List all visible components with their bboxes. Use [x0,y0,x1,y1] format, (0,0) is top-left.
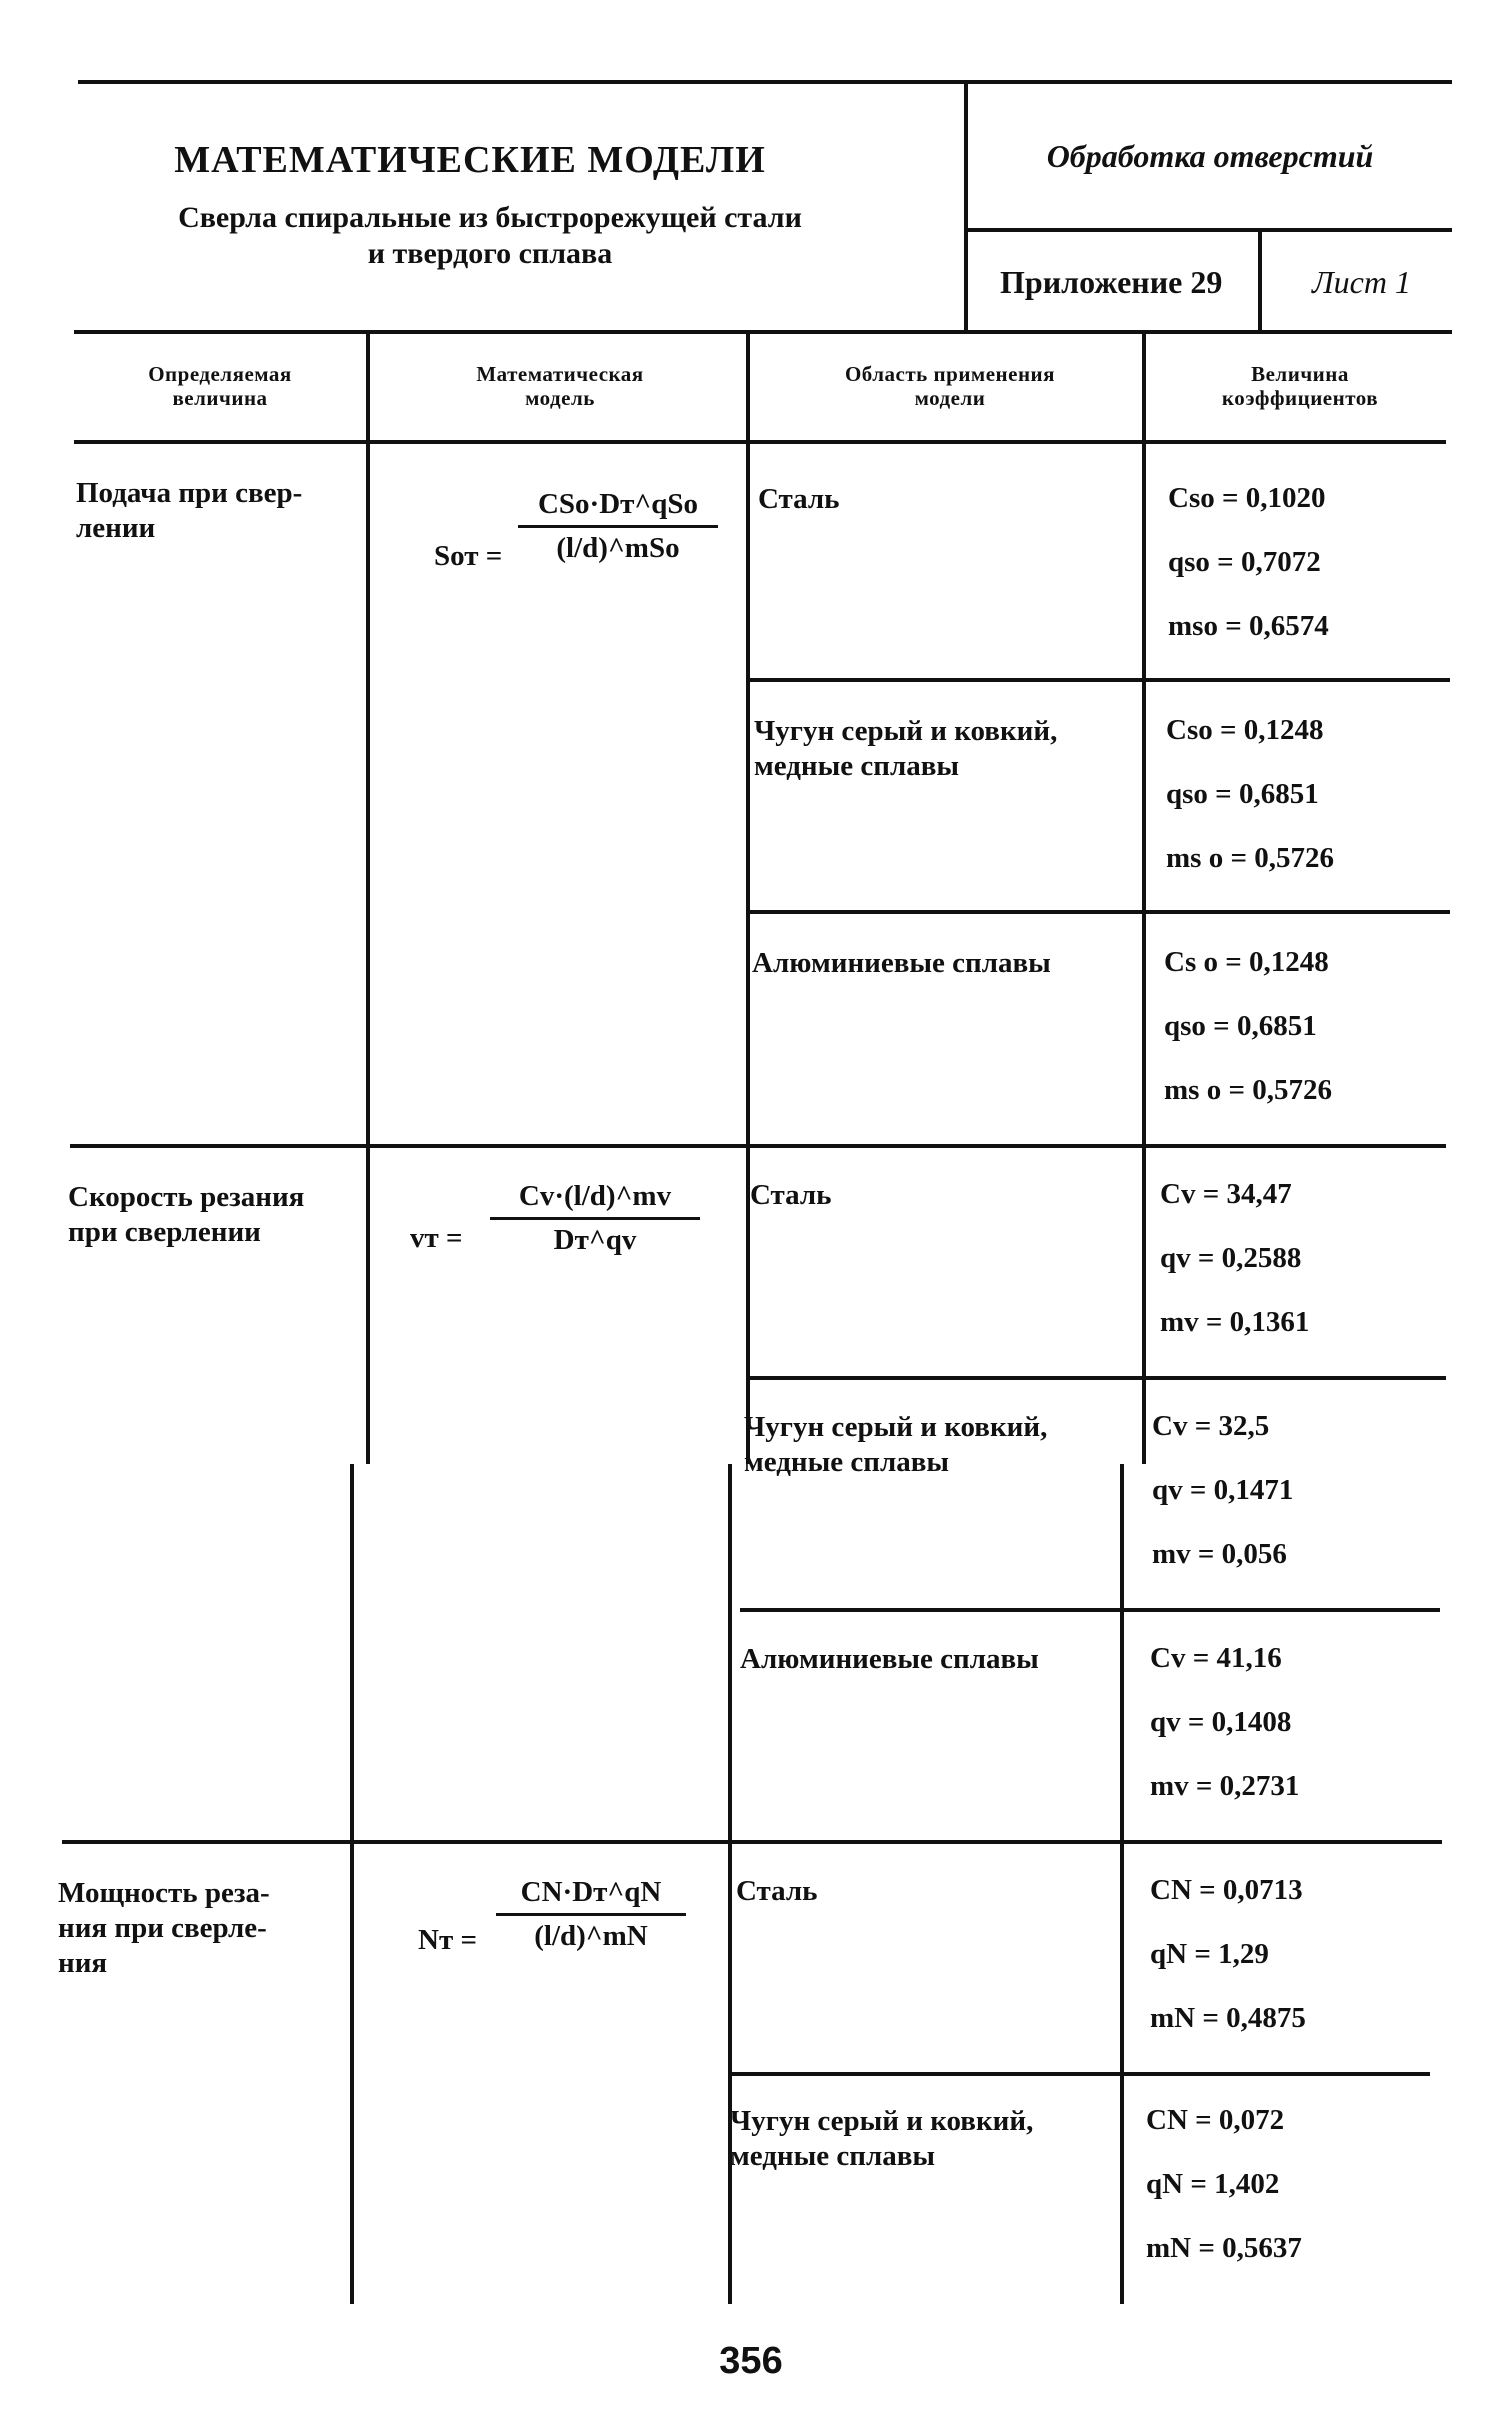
coefficient-list: Cv = 34,47 qv = 0,2588 mv = 0,1361 [1160,1178,1310,1338]
page-title: МАТЕМАТИЧЕСКИЕ МОДЕЛИ [174,139,766,181]
quantity-label: Подача при свер- лении [76,477,303,544]
coefficient-list: Csо = 0,1020 qsо = 0,7072 msо = 0,6574 [1168,482,1329,642]
coefficient-list: CN = 0,0713 qN = 1,29 mN = 0,4875 [1150,1874,1306,2034]
col-line-3b [1120,1464,1124,2304]
formula-lhs: vт = [410,1222,463,1254]
coefficient-list: Cv = 32,5 qv = 0,1471 mv = 0,056 [1152,1410,1294,1570]
row-rule [750,910,1450,914]
table-top-rule [74,330,1452,334]
category-label: Обработка отверстий [1046,138,1374,174]
column-header-coefficients: Величина коэффициентов [1221,362,1379,411]
header-right-rule [968,228,1452,232]
formula-numerator: Cv·(l/d)^mv [518,1180,672,1212]
page-number: 356 [719,2340,783,2382]
formula-lhs: Nт = [418,1924,477,1956]
section-rule [70,1144,1446,1148]
formula-numerator: CSо·Dт^qSо [537,488,699,520]
section-rule [62,1840,1442,1844]
col-line-1 [366,334,370,1464]
top-rule [78,80,1452,84]
coefficient-list: Csо = 0,1248 qsо = 0,6851 ms о = 0,5726 [1166,714,1334,874]
coefficient-list: Cv = 41,16 qv = 0,1408 mv = 0,2731 [1150,1642,1300,1802]
col-line-1b [350,1464,354,2304]
column-header-area: Область применения модели [844,362,1056,411]
formula-denominator: (l/d)^mN [534,1920,648,1952]
area-label: Чугун серый и ковкий, медные сплавы [744,1411,1048,1478]
area-label: Сталь [736,1875,818,1907]
formula-lhs: Sот = [434,540,503,572]
col-line-2b [728,1464,732,2304]
formula-denominator: Dт^qv [553,1224,637,1256]
area-label: Алюминиевые сплавы [752,947,1051,979]
coefficient-list: Cs о = 0,1248 qsо = 0,6851 ms о = 0,5726 [1164,946,1332,1106]
row-rule [746,1376,1446,1380]
formula-speed [410,1180,730,1320]
page-subtitle: Сверла спиральные из быстрорежущей стали и твердого сплава [178,201,802,270]
quantity-label: Мощность реза- ния при сверле- ния [58,1877,270,1979]
column-header-quantity: Определяемая величина [148,362,292,411]
row-rule [740,1608,1440,1612]
area-label: Сталь [750,1179,832,1211]
appendix-label: Приложение 29 [1000,264,1223,300]
sheet-label: Лист 1 [1312,264,1411,300]
row-rule [750,678,1450,682]
column-header-rule [74,440,1446,444]
formula-numerator: CN·Dт^qN [520,1876,662,1908]
quantity-label: Скорость резания при сверлении [68,1181,305,1248]
area-label: Чугун серый и ковкий, медные сплавы [730,2105,1034,2172]
col-line-3 [1142,334,1146,1464]
appendix-divider [1258,230,1262,330]
area-label: Сталь [758,483,840,515]
formula-feed [434,488,734,628]
header-divider [964,84,968,332]
formula-power [418,1876,718,2016]
col-line-2 [746,334,750,1464]
area-label: Алюминиевые сплавы [740,1643,1039,1675]
column-header-model: Математическая модель [476,362,644,411]
formula-denominator: (l/d)^mSо [556,532,680,564]
area-label: Чугун серый и ковкий, медные сплавы [754,715,1058,782]
row-rule [730,2072,1430,2076]
coefficient-list: CN = 0,072 qN = 1,402 mN = 0,5637 [1146,2104,1302,2264]
